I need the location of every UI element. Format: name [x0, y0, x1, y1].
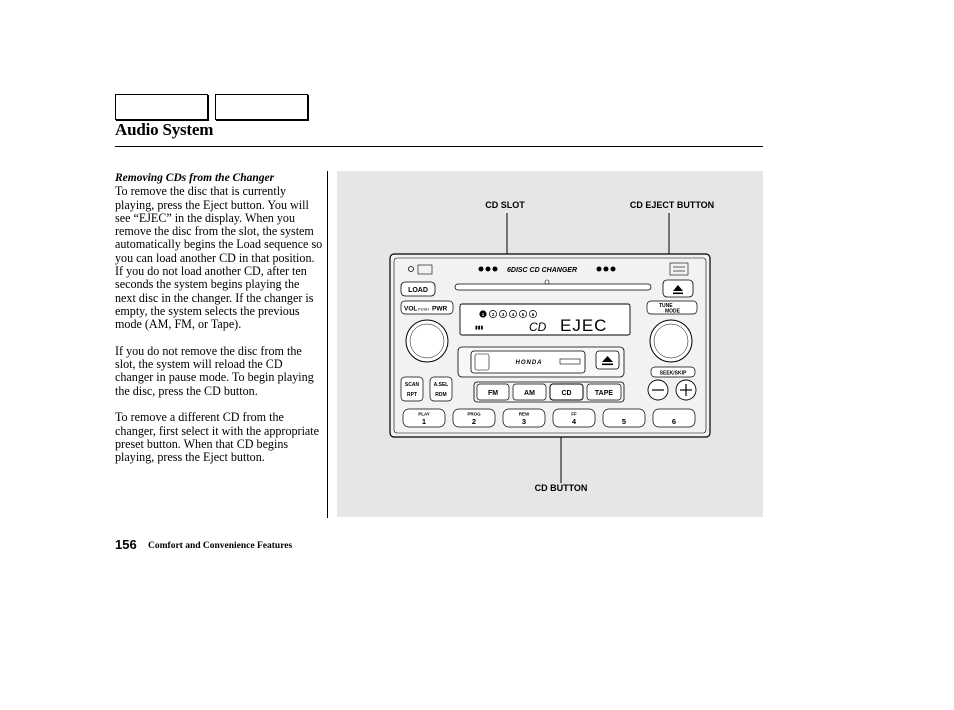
page-number: 156: [115, 537, 137, 552]
disc-indicator: 3: [501, 312, 505, 317]
preset-2-num: 2: [471, 417, 477, 426]
preset-2-top: PROG: [467, 411, 481, 417]
volume-knob[interactable]: [406, 320, 448, 362]
callout-cd-eject: CD EJECT BUTTON: [629, 200, 715, 210]
radio-figure: [337, 171, 763, 517]
display-bar-icon: ▮▮▮: [475, 325, 484, 331]
scan-label: SCAN: [404, 382, 420, 388]
title-rule: [115, 146, 763, 147]
callout-cd-slot: CD SLOT: [485, 200, 525, 210]
body-text: [115, 172, 323, 478]
brand-label: HONDA: [515, 360, 543, 366]
column-divider: [327, 171, 328, 518]
header-tab-2: [215, 94, 308, 120]
preset-3-num: 3: [521, 417, 527, 426]
preset-4-top: FF: [571, 411, 577, 417]
preset-3-top: REW: [518, 411, 530, 417]
page-title: Audio System: [115, 120, 214, 139]
seek-skip-label: SEEK/SKIP: [659, 370, 687, 377]
push-label: PUSH: [418, 306, 430, 312]
display-text: EJEC: [560, 316, 608, 335]
slot-indicator-icon: [545, 280, 549, 284]
cd-label: CD: [561, 390, 572, 397]
asel-label: A.SEL: [433, 382, 449, 388]
disc-indicator: 2: [491, 312, 495, 317]
mode-label: MODE: [665, 308, 680, 315]
paragraph-3: To remove a different CD from the changer, first select it with the appropriate preset button. When that CD begins playing, press the Eject button.: [115, 410, 320, 465]
rdm-label: RDM: [435, 392, 447, 398]
disc-indicator: 5: [521, 312, 525, 317]
preset-1-num: 1: [421, 417, 427, 426]
pwr-label: PWR: [432, 305, 448, 313]
tune-knob[interactable]: [650, 320, 692, 362]
disc-dots-left-icon: [479, 267, 498, 272]
header-tab-1: [115, 94, 208, 120]
preset-1-top: PLAY: [418, 411, 430, 417]
cd-slot[interactable]: [455, 284, 651, 290]
display-mode: CD: [529, 320, 547, 334]
tune-label: TUNE: [659, 303, 673, 309]
preset-4-num: 4: [571, 417, 577, 426]
paragraph-1: To remove the disc that is currently playing, press the Eject button. You will see “EJEC” in the display. When you remove the disc from the slot, the system automatically begins the Load sequence so you can load another CD in that position. If you do not load another CD, after ten seconds the system begins playing the next disc in the changer. If the changer is empty, the system selects the previous mode (AM, FM, or Tape).: [115, 184, 323, 332]
preset-6-num: 6: [671, 417, 677, 426]
am-label: AM: [524, 390, 535, 397]
footer-section-name: Comfort and Convenience Features: [148, 541, 293, 551]
load-label: LOAD: [408, 287, 428, 294]
fm-label: FM: [487, 390, 499, 397]
rpt-label: RPT: [407, 392, 417, 398]
callout-cd-button: CD BUTTON: [534, 483, 588, 493]
tape-label: TAPE: [594, 390, 614, 397]
disc-indicator: 4: [511, 312, 515, 317]
radio-unit: [390, 254, 710, 437]
disc-dots-right-icon: [597, 267, 616, 272]
paragraph-2: If you do not remove the disc from the slot, the system will reload the CD changer in pause mode. To begin playing the disc, press the CD button.: [115, 343, 314, 398]
disc-indicator: 1: [481, 312, 485, 317]
section-subhead: Removing CDs from the Changer: [115, 172, 275, 184]
changer-label: 6DISC CD CHANGER: [507, 267, 578, 274]
preset-5-num: 5: [621, 417, 627, 426]
vol-label: VOL: [404, 305, 418, 313]
radio-illustration: [337, 171, 763, 517]
disc-indicator: 6: [531, 312, 535, 317]
